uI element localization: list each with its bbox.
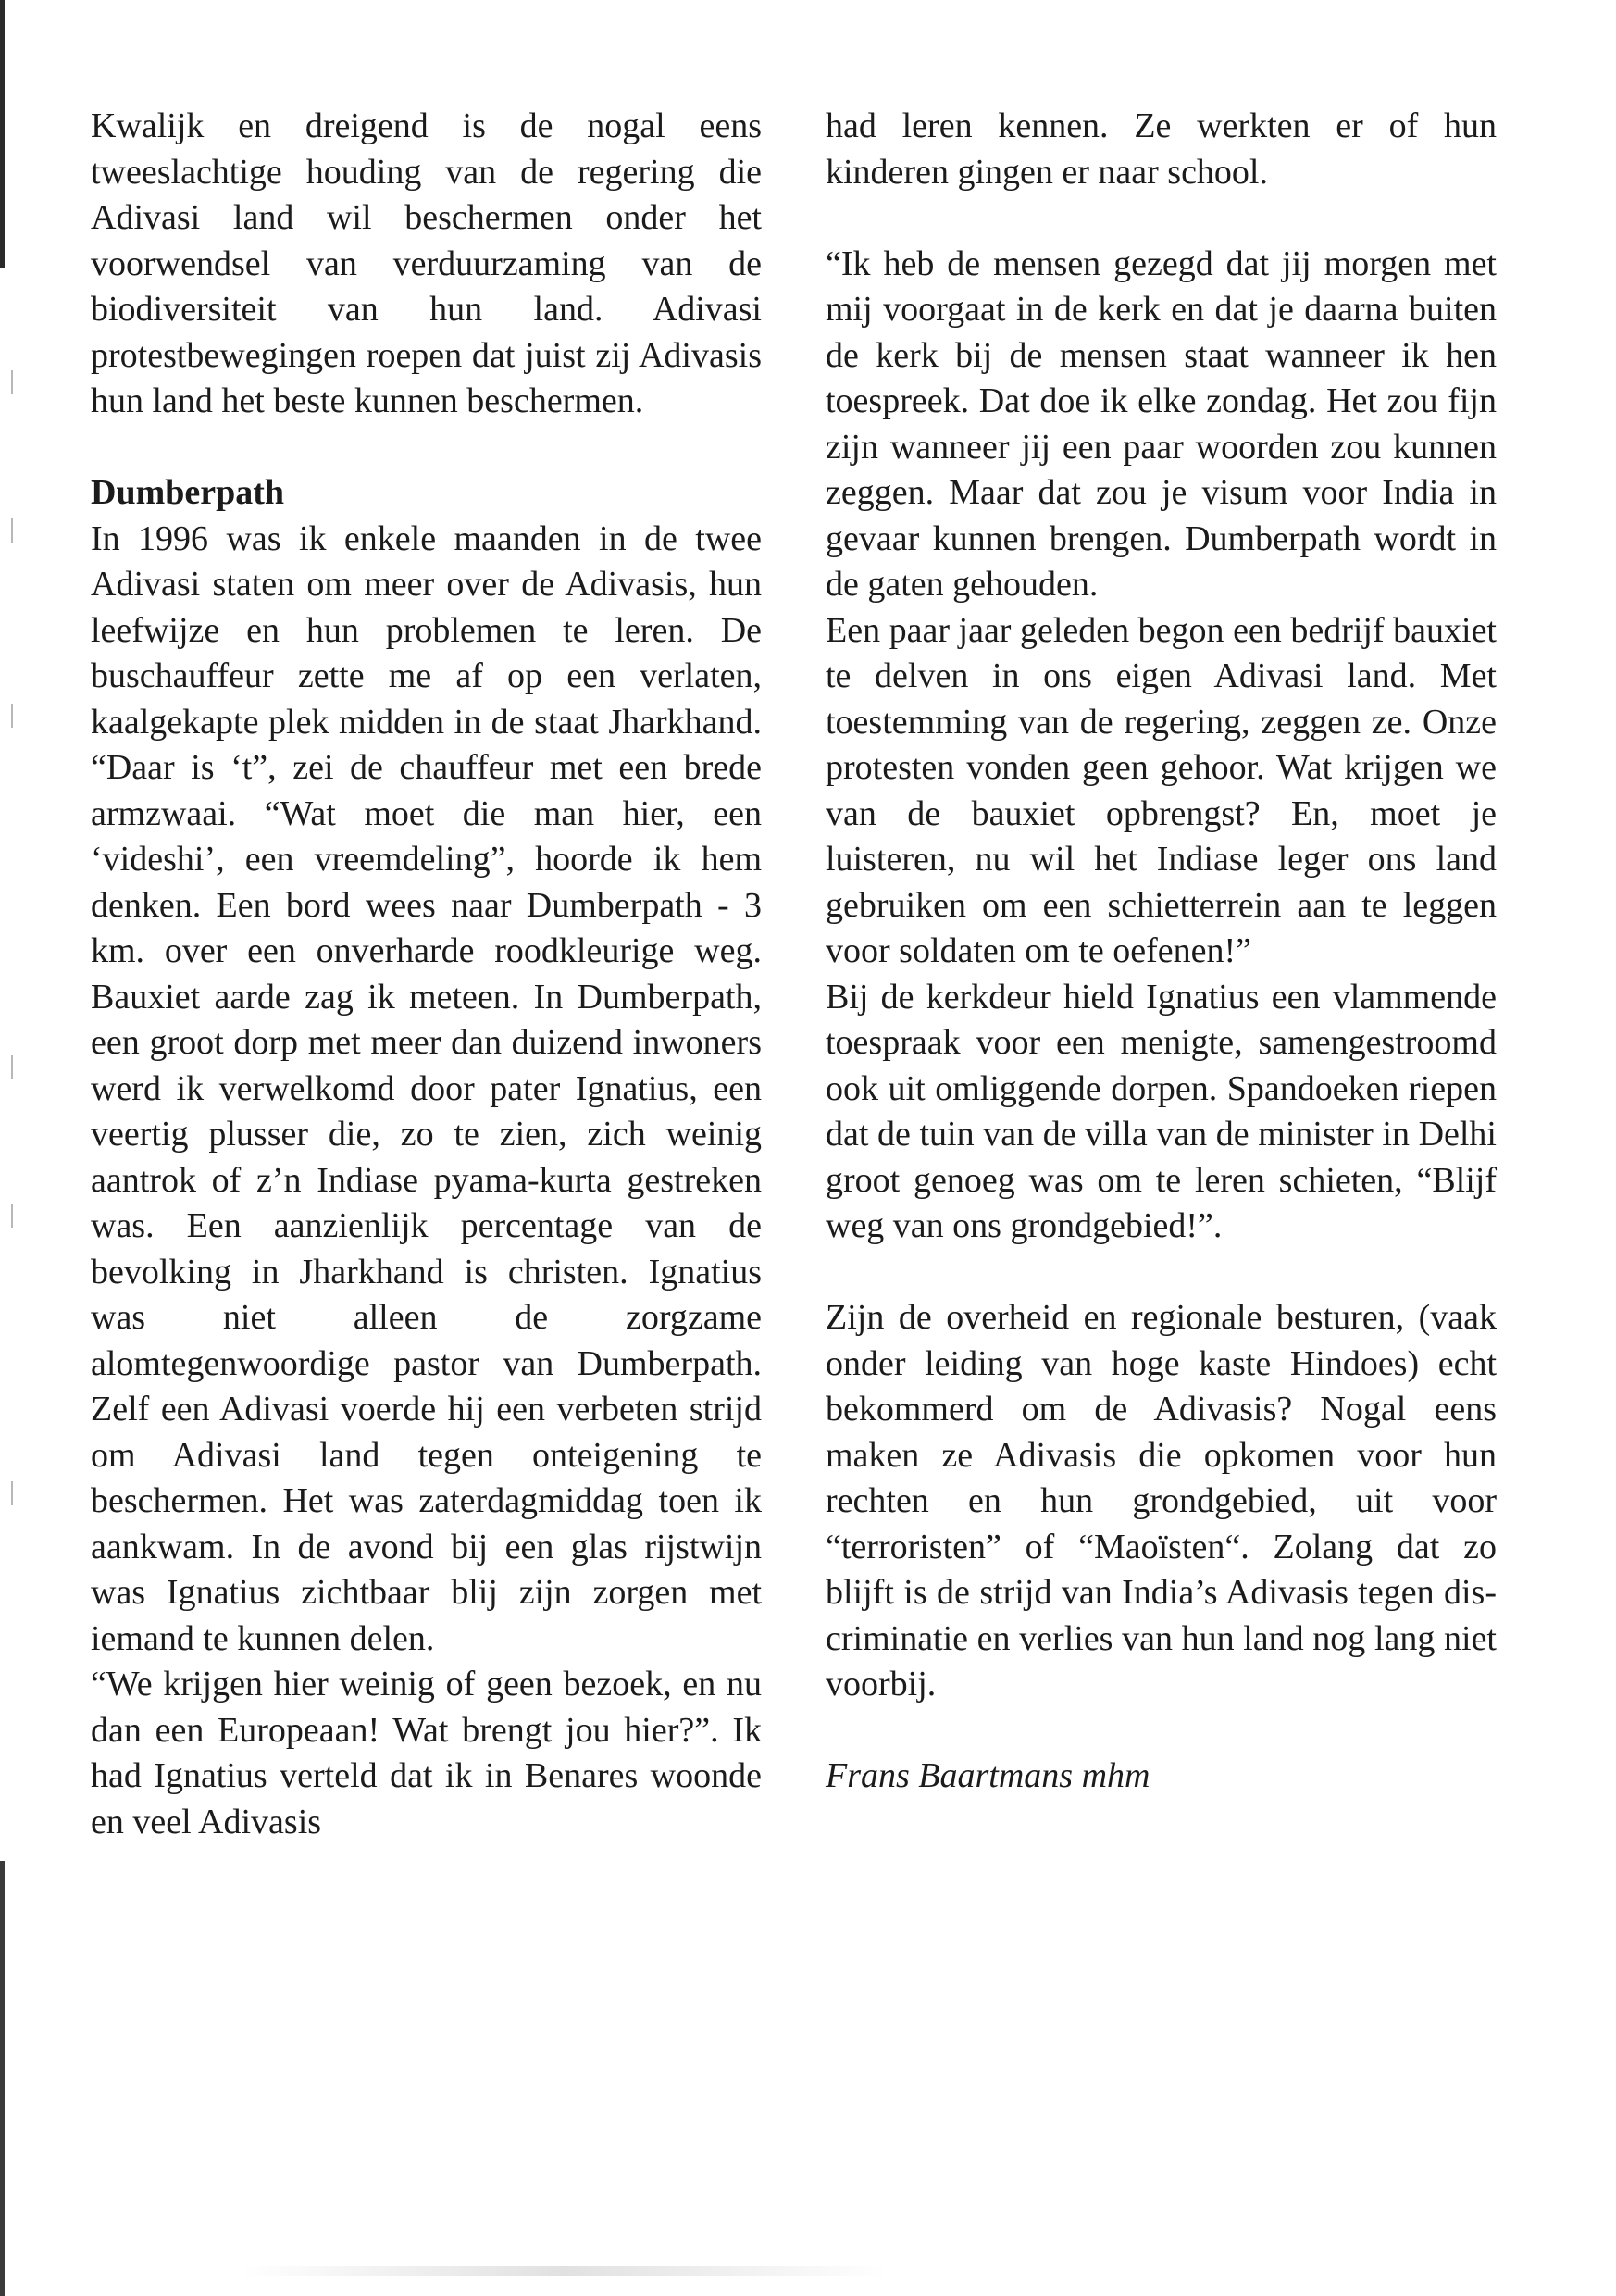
scan-edge-shadow-bottom [0, 1861, 5, 2296]
body-paragraph: “We krijgen hier weinig of geen bezoek, en nu dan een Europeaan! Wat brengt jou hier?”. Ik had Ignatius verteld dat ik in Benares woonde en veel Adivasis [91, 1665, 762, 1841]
author-signature: Frans Baartmans mhm [826, 1756, 1150, 1795]
left-text-column [91, 104, 762, 1845]
scan-edge-mark [11, 1204, 13, 1228]
scan-edge-mark [11, 1481, 13, 1505]
body-paragraph: Een paar jaar geleden begon een bedrijf bauxiet te delven in ons eigen Adivasi land. Met toestemming van de regering, zeggen ze. Onze protesten vonden geen gehoor. Wat krijgen we van de bauxiet opbrengst? En, moet je luisteren, nu wil het Indiase leger ons land gebruiken om een schietterrein aan te leggen voor soldaten om te oefenen!” [826, 610, 1497, 970]
scan-edge-mark [11, 370, 13, 394]
body-paragraph: had leren kennen. Ze werkten er of hun kinderen gingen er naar school. [826, 106, 1497, 192]
paragraph-gap [91, 425, 762, 471]
intro-paragraph: Kwalijk en dreigend is de nogal eens tweeslachtige houding van de regering die Adivasi land wil beschermen onder het voorwendsel van verduurzaming van de biodiversiteit van hun land. Adivasi protestbewegingen roepen dat juist zij Adivasis hun land het beste kunnen beschermen. [91, 106, 762, 420]
body-paragraph: Bij de kerkdeur hield Ignatius een vlammende toespraak voor een menigte, samengestroomd ook uit omliggende dorpen. Spandoeken riepen dat de tuin van de villa van de minister in Delhi groot genoeg was om te leren schieten, “Blijf weg van ons grondgebied!”. [826, 977, 1497, 1245]
right-text-column [826, 104, 1497, 1800]
scan-edge-shadow-top [0, 0, 5, 268]
body-paragraph: In 1996 was ik enkele maanden in de twee Adivasi staten om meer over de Adivasis, hun leefwijze en hun problemen te leren. De buschauffeur zette me af op een verlaten, kaalgekapte plek midden in de staat Jharkhand. “Daar is ‘t”, zei de chauffeur met een brede armzwaai. “Wat moet die man hier, een ‘videshi’, een vreemdeling”, hoorde ik hem denken. Een bord wees naar Dumberpath - 3 km. over een onverharde roodkleurige weg. Bauxiet aarde zag ik meteen. In Dumberpath, een groot dorp met meer dan duizend inwoners werd ik verwelkomd door pater Ignatius, een veertig plusser die, zo te zien, zich weinig aantrok of z’n Indiase pyama-kurta gestreken was. Een aanzienlijk percentage van de bevolking in Jharkhand is christen. Ignatius was niet alleen de zorgzame alomtegenwoordige pastor van Dumberpath. Zelf een Adivasi voerde hij een verbeten strijd om Adivasi land tegen onteigening te beschermen. Het was zaterdagmiddag toen ik aankwam. In de avond bij een glas rijstwijn was Ignatius zichtbaar blij zijn zorgen met iemand te kunnen delen. [91, 518, 762, 1658]
section-heading: Dumberpath [91, 473, 285, 512]
scan-edge-mark [11, 704, 13, 728]
paragraph-gap [826, 195, 1497, 242]
body-paragraph: “Ik heb de mensen gezegd dat jij morgen met mij voorgaat in de kerk en dat je daarna buiten de kerk bij de mensen staat wanneer ik hen toespreek. Dat doe ik elke zondag. Het zou fijn zijn wanneer jij een paar woorden zou kunnen zeggen. Maar dat zou je visum voor India in gevaar kunnen brengen. Dumberpath wordt in de gaten gehouden. [826, 243, 1497, 604]
paragraph-gap [826, 1708, 1497, 1754]
scan-edge-mark [11, 518, 13, 543]
body-paragraph: Zijn de overheid en regionale besturen, (vaak onder leiding van hoge kaste Hindoes) echt bekommerd om de Adivasis? Nogal eens maken ze Adivasis die opkomen voor hun rechten en hun grondgebied, uit voor “terroristen” of “Maoïsten“. Zolang dat zo blijft is de strijd van India’s Adivasis tegen discriminatie en verlies van hun land nog lang niet voorbij. [826, 1298, 1497, 1703]
scan-bottom-smudge [241, 2266, 889, 2276]
scan-edge-mark [11, 1055, 13, 1079]
paragraph-gap [826, 1250, 1497, 1296]
